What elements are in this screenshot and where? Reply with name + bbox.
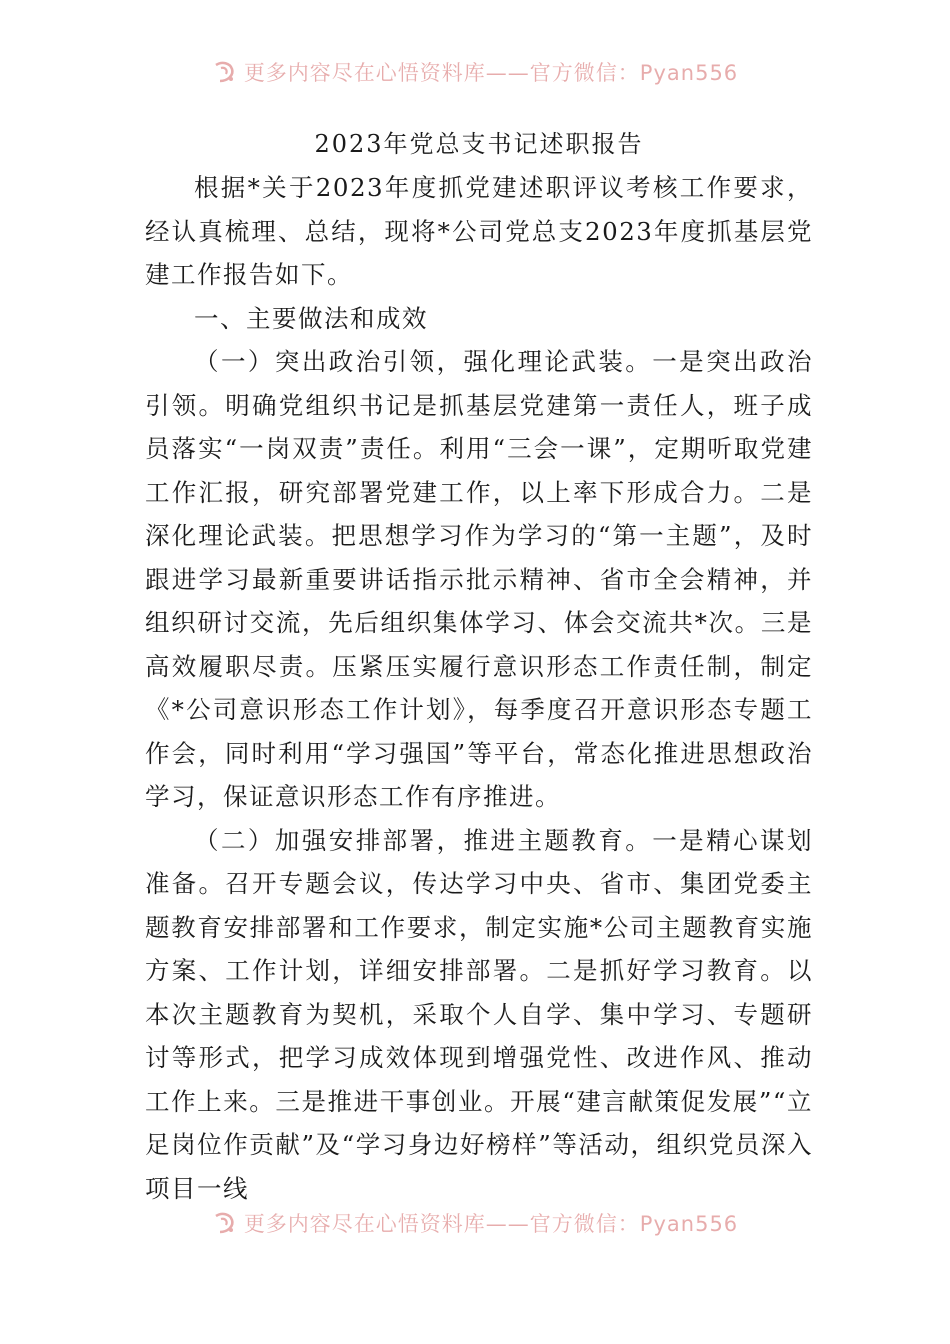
document-title: 2023年党总支书记述职报告	[314, 130, 644, 158]
watermark-top	[0, 52, 950, 92]
section-heading-1: 一、主要做法和成效	[194, 303, 428, 333]
watermark-logo-icon	[212, 1210, 238, 1236]
watermark-bottom	[0, 1203, 950, 1243]
intro-paragraph: 根据*关于2023年度抓党建述职评议考核工作要求，经认真梳理、总结，现将*公司党总支2023年度抓基层党建工作报告如下。	[145, 173, 813, 289]
watermark-text: 更多内容尽在心悟资料库——官方微信：Pyan556	[243, 1212, 739, 1236]
paragraph-1: （一）突出政治引领，强化理论武装。一是突出政治引领。明确党组织书记是抓基层党建第一责任人，班子成员落实“一岗双责”责任。利用“三会一课”，定期听取党建工作汇报，研究部署党建工作，以上率下形成合力。二是深化理论武装。把思想学习作为学习的“第一主题”，及时跟进学习最新重要讲话指示批示精神、省市全会精神，并组织研讨交流，先后组织集体学习、体会交流共*次。三是高效履职尽责。压紧压实履行意识形态工作责任制，制定《*公司意识形态工作计划》，每季度召开意识形态专题工作会，同时利用“学习强国”等平台，常态化推进思想政治学习，保证意识形态工作有序推进。	[145, 347, 813, 811]
watermark-logo-icon	[212, 59, 238, 85]
watermark-text: 更多内容尽在心悟资料库——官方微信：Pyan556	[243, 61, 739, 85]
paragraph-2: （二）加强安排部署，推进主题教育。一是精心谋划准备。召开专题会议，传达学习中央、省市、集团党委主题教育安排部署和工作要求，制定实施*公司主题教育实施方案、工作计划，详细安排部署。二是抓好学习教育。以本次主题教育为契机，采取个人自学、集中学习、专题研讨等形式，把学习成效体现到增强党性、改进作风、推动工作上来。三是推进干事创业。开展“建言献策促发展”“立足岗位作贡献”及“学习身边好榜样”等活动，组织党员深入项目一线	[145, 825, 813, 1203]
document-body	[145, 122, 813, 1210]
